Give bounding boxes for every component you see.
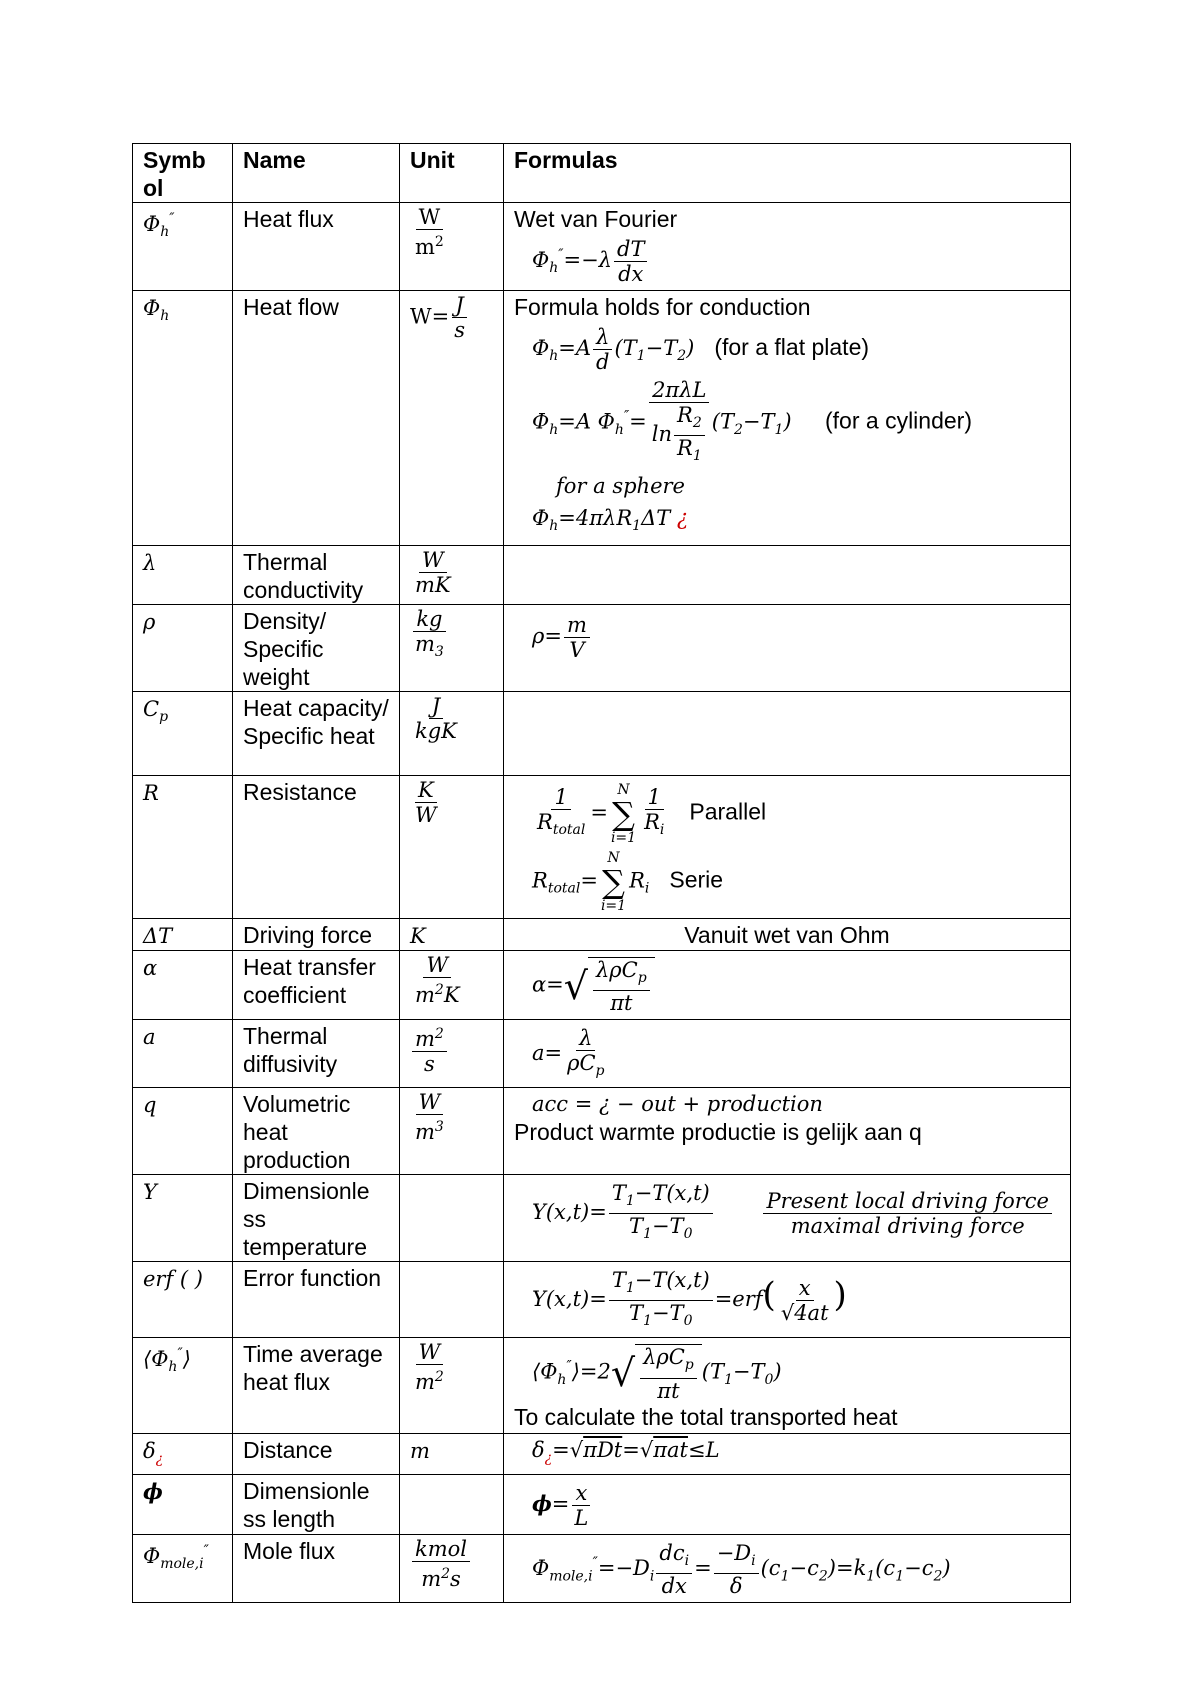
unit-cell: $\frac{W}{m^2}$ — [400, 203, 504, 291]
unit-cell: $\frac{W}{m^2K}$ — [400, 950, 504, 1019]
symbol-cell: ΔT — [133, 918, 233, 950]
formula-cell — [504, 691, 1071, 775]
unit-cell: $\frac{J}{\text{kgK}}$ — [400, 691, 504, 775]
symbol-cell: erf ( ) — [133, 1261, 233, 1337]
name-cell: Mole flux — [233, 1534, 400, 1602]
header-name: Name — [233, 144, 400, 203]
symbol-cell: $C_p$ — [133, 691, 233, 775]
table-row — [133, 604, 1071, 691]
table-row — [133, 918, 1071, 950]
table-row — [133, 1534, 1071, 1602]
formula-note: for a sphere — [556, 474, 685, 499]
formula-cell: Wet van Fourier $\Phi_h''=-\lambda$ $\frac{dT}{dx}$ — [504, 203, 1071, 291]
symbol-cell: $\Phi_{mole,i}''$ — [133, 1534, 233, 1602]
name-cell: Resistance — [233, 775, 400, 918]
name-cell: Driving force — [233, 918, 400, 950]
table-row — [133, 1338, 1071, 1434]
header-formulas: Formulas — [504, 144, 1071, 203]
formula-cell: $\frac{1}{R_{total}}$ = N ∑ i=1 $\frac{1}{R_i}$ Parallel $R_{total}=$ N ∑ i=1 $R_i$ Serie — [504, 775, 1071, 918]
unit-cell: $\frac{kg}{m_3}$ — [400, 604, 504, 691]
ratio-numerator: Present local driving force — [763, 1189, 1052, 1214]
table-row — [133, 203, 1071, 291]
formula-cell: Y(x,t)= $\frac{T_1-T(x,t)}{T_1-T_0}$ $\frac{\text{Present local driving force}}{\text{maximal driving force}}$ — [504, 1174, 1071, 1261]
table-row — [133, 1087, 1071, 1174]
table-row — [133, 1474, 1071, 1534]
name-cell: Density/ Specific weight — [233, 604, 400, 691]
formula-cell: ρ= $\frac{m}{V}$ — [504, 604, 1071, 691]
unit-cell — [400, 1261, 504, 1337]
name-cell: Heat flux — [233, 203, 400, 291]
name-cell: Heat capacity/ Specific heat — [233, 691, 400, 775]
table-row — [133, 1261, 1071, 1337]
name-cell: Volumetric heat production — [233, 1087, 400, 1174]
unit-cell: $\frac{\text{kmol}}{m^2s}$ — [400, 1534, 504, 1602]
formula-note: Formula holds for conduction — [514, 294, 811, 320]
formula-table — [132, 143, 1071, 1603]
header-row — [133, 144, 1071, 203]
symbol-cell: $\delta_¿$ — [133, 1434, 233, 1474]
formula-cell — [504, 918, 1071, 950]
formula-cell: Formula holds for conduction $\Phi_h=A$ $\frac{\lambda}{d}$ $(T_1-T_2)$ (for a flat plate) $\Phi_h=A$ $\Phi_h''=$ 2πλL ln $\frac{R_2}{R_1}$ $(T_2-T_1)$ (for a cylinder) for a sphere $\Phi_h=4\pi\lambda R_1\Delta T$ ¿ — [504, 291, 1071, 546]
ratio-denominator: maximal driving force — [790, 1214, 1025, 1239]
formula-note: Product warmte productie is gelijk aan q — [514, 1118, 922, 1145]
unit-cell: $\frac{m^2}{s}$ — [400, 1019, 504, 1087]
formula-cell: $\delta_¿=√\pi Dt=√\pi at\le L$ — [504, 1434, 1071, 1474]
name-cell: Dimensionle ss length — [233, 1474, 400, 1534]
formula-cell — [504, 1087, 1071, 1174]
formula-cell: $⟨\Phi_h''⟩=2$ √ $\frac{\lambda\rho C_p}{\pi t}$ $(T_1-T_0)$ To calculate the total transported heat — [504, 1338, 1071, 1434]
formula-cell: ϕ= $\frac{x}{L}$ — [504, 1474, 1071, 1534]
table-row — [133, 775, 1071, 918]
formula-cell: a= $\frac{\lambda}{\rho C_p}$ — [504, 1019, 1071, 1087]
name-cell: Heat transfer coefficient — [233, 950, 400, 1019]
symbol-cell: ρ — [133, 604, 233, 691]
formula-note: (for a flat plate) — [714, 334, 870, 360]
formula-cell: α= √ $\frac{\lambda\rho C_p}{\pi t}$ — [504, 950, 1071, 1019]
name-cell: Time average heat flux — [233, 1338, 400, 1434]
table-row — [133, 950, 1071, 1019]
unit-cell — [400, 1474, 504, 1534]
formula-note: Serie — [669, 866, 724, 893]
symbol-cell: R — [133, 775, 233, 918]
table-row — [133, 1434, 1071, 1474]
unit-cell: $\frac{W}{m^3}$ — [400, 1087, 504, 1174]
header-unit: Unit — [400, 144, 504, 203]
name-cell: Heat flow — [233, 291, 400, 546]
symbol-cell: $\Phi_h$ — [133, 291, 233, 546]
symbol-cell: a — [133, 1019, 233, 1087]
table-row — [133, 1019, 1071, 1087]
formula-cell — [504, 545, 1071, 604]
symbol-cell: α — [133, 950, 233, 1019]
name-cell: Dimensionle ss temperature — [233, 1174, 400, 1261]
formula-note: (for a cylinder) — [825, 407, 972, 434]
name-cell: Distance — [233, 1434, 400, 1474]
formula-note: Vanuit wet van Ohm — [684, 921, 890, 948]
unit-cell: K — [400, 918, 504, 950]
formula-cell: Y(x,t)= $\frac{T_1-T(x,t)}{T_1-T_0}$ =erf( $\frac{x}{√4at}$ ) — [504, 1261, 1071, 1337]
unit-cell: $\frac{W}{mK}$ — [400, 545, 504, 604]
unit-cell: m — [400, 1434, 504, 1474]
name-cell: Thermal diffusivity — [233, 1019, 400, 1087]
unit-cell — [400, 1174, 504, 1261]
unit-cell: $\frac{W}{m^2}$ — [400, 1338, 504, 1434]
header-symbol: Symb ol — [133, 144, 233, 203]
formula-note: To calculate the total transported heat — [514, 1403, 898, 1430]
formula-title: Wet van Fourier — [514, 206, 678, 232]
formula-note: Parallel — [689, 798, 767, 825]
symbol-cell: $⟨\Phi_h''⟩$ — [133, 1338, 233, 1434]
table-row — [133, 691, 1071, 775]
formula-line: acc = ¿ − out + production — [532, 1091, 823, 1116]
table-row — [133, 1174, 1071, 1261]
symbol-cell: ϕ — [133, 1474, 233, 1534]
symbol-cell: Y — [133, 1174, 233, 1261]
symbol-cell: $\Phi_h''$ — [133, 203, 233, 291]
table-row — [133, 545, 1071, 604]
symbol-cell: λ — [133, 545, 233, 604]
formula-cell: $\Phi_{mole,i}''=-D_i$ $\frac{dc_i}{dx}$ = $\frac{-D_i}{\delta}$ $(c_1-c_2)=k_1(c_1-c_2)$ — [504, 1534, 1071, 1602]
symbol-cell: q — [133, 1087, 233, 1174]
unit-cell: W= $\frac{J}{s}$ — [400, 291, 504, 546]
name-cell: Thermal conductivity — [233, 545, 400, 604]
table-row — [133, 291, 1071, 546]
unit-cell: $\frac{K}{W}$ — [400, 775, 504, 918]
name-cell: Error function — [233, 1261, 400, 1337]
